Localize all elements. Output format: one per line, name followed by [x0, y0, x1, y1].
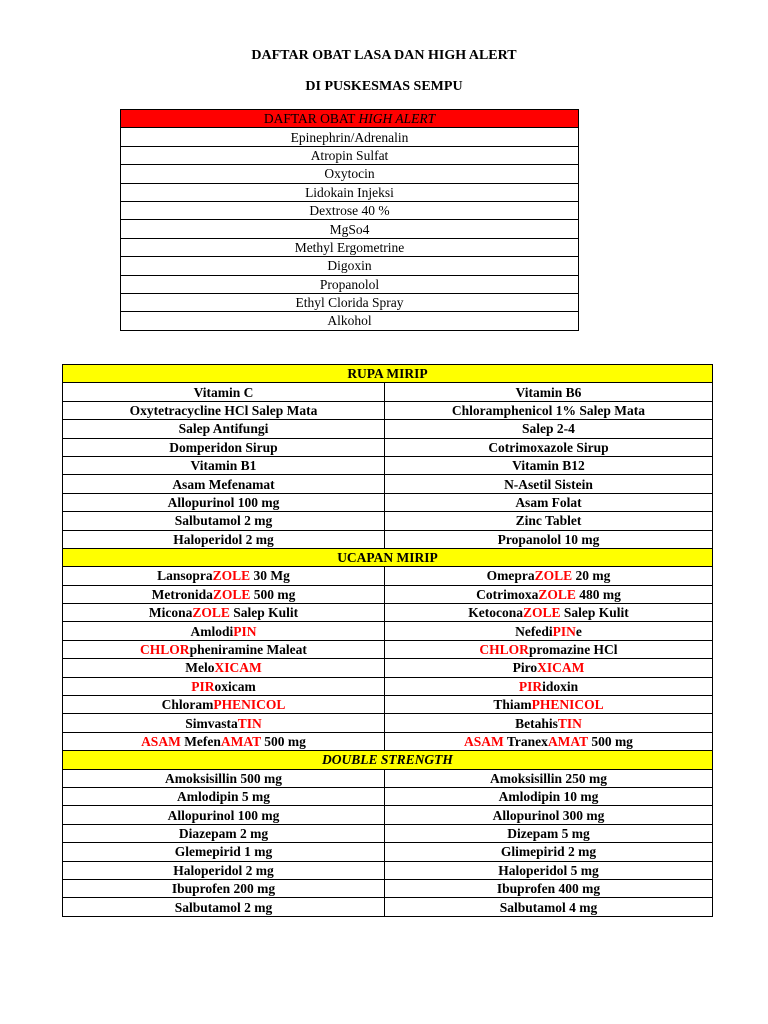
- drug-right-cell: Glimepirid 2 mg: [385, 843, 713, 861]
- drug-left-cell: Salep Antifungi: [63, 420, 385, 438]
- highlighted-syllable: AMAT: [547, 734, 588, 749]
- drug-left-cell: Salbutamol 2 mg: [63, 512, 385, 530]
- highlighted-syllable: AMAT: [220, 734, 261, 749]
- drug-name-text: Thiam: [493, 697, 532, 713]
- high-alert-item: Oxytocin: [121, 165, 579, 183]
- table-row: [63, 879, 713, 897]
- drug-name-text: 30 Mg: [250, 568, 290, 584]
- high-alert-row: [121, 312, 579, 330]
- drug-name-text: pheniramine Maleat: [189, 642, 307, 658]
- highlighted-syllable: ASAM: [464, 734, 504, 749]
- highlighted-syllable: TIN: [557, 715, 582, 731]
- drug-left-cell: [63, 696, 385, 714]
- highlighted-syllable: PHENICOL: [531, 697, 604, 713]
- highlighted-syllable: ZOLE: [538, 586, 576, 602]
- drug-right-cell: Allopurinol 300 mg: [385, 806, 713, 824]
- high-alert-row: [121, 165, 579, 183]
- high-alert-item: Dextrose 40 %: [121, 201, 579, 219]
- table-row: [63, 640, 713, 658]
- drug-left-cell: Haloperidol 2 mg: [63, 530, 385, 548]
- table-row: [63, 383, 713, 401]
- drug-right-cell: Salbutamol 4 mg: [385, 898, 713, 916]
- drug-right-cell: [385, 659, 713, 677]
- drug-right-cell: Propanolol 10 mg: [385, 530, 713, 548]
- high-alert-row: [121, 220, 579, 238]
- lasa-table: [62, 364, 713, 917]
- table-row: [63, 696, 713, 714]
- drug-right-cell: Salep 2-4: [385, 420, 713, 438]
- drug-left-cell: Allopurinol 100 mg: [63, 493, 385, 511]
- drug-name-text: Betahis: [515, 715, 558, 731]
- high-alert-row: [121, 275, 579, 293]
- highlighted-syllable: ZOLE: [192, 605, 230, 621]
- document-subtitle: DI PUSKESMAS SEMPU: [305, 79, 463, 94]
- drug-left-cell: Amlodipin 5 mg: [63, 787, 385, 805]
- section-header-row: [63, 365, 713, 383]
- table-row: [63, 530, 713, 548]
- table-row: [63, 677, 713, 695]
- drug-right-cell: Ibuprofen 400 mg: [385, 879, 713, 897]
- high-alert-row: [121, 257, 579, 275]
- table-row: [63, 622, 713, 640]
- high-alert-table: [120, 109, 579, 331]
- highlighted-syllable: ZOLE: [212, 568, 251, 584]
- drug-name-text: Salep Kulit: [229, 605, 299, 621]
- drug-name-text: idoxin: [542, 678, 579, 694]
- table-row: [63, 659, 713, 677]
- drug-left-cell: Allopurinol 100 mg: [63, 806, 385, 824]
- drug-name-text: 500 mg: [260, 734, 306, 749]
- drug-left-cell: [63, 604, 385, 622]
- table-row: [63, 438, 713, 456]
- high-alert-header-prefix: DAFTAR OBAT: [263, 111, 359, 127]
- drug-name-text: 480 mg: [575, 586, 621, 602]
- highlighted-syllable: PHENICOL: [213, 697, 286, 713]
- section-header-row: [63, 751, 713, 769]
- high-alert-header-italic: HIGH ALERT: [358, 111, 436, 127]
- highlighted-syllable: PIN: [552, 623, 576, 639]
- section-title: DOUBLE STRENGTH: [63, 751, 713, 769]
- high-alert-row: [121, 128, 579, 146]
- section-title: RUPA MIRIP: [63, 365, 713, 383]
- drug-right-cell: Vitamin B6: [385, 383, 713, 401]
- drug-left-cell: Amoksisillin 500 mg: [63, 769, 385, 787]
- table-row: [63, 769, 713, 787]
- highlighted-syllable: CHLOR: [479, 642, 529, 658]
- drug-left-cell: Glemepirid 1 mg: [63, 843, 385, 861]
- drug-right-cell: [385, 604, 713, 622]
- drug-right-cell: [385, 677, 713, 695]
- highlighted-syllable: XICAM: [214, 660, 262, 676]
- high-alert-header: [121, 110, 579, 128]
- high-alert-row: [121, 146, 579, 164]
- drug-right-cell: [385, 585, 713, 603]
- drug-right-cell: Asam Folat: [385, 493, 713, 511]
- table-row: [63, 585, 713, 603]
- highlighted-syllable: ZOLE: [212, 586, 251, 602]
- drug-name-text: Chloram: [161, 697, 214, 713]
- drug-name-text: Nefedi: [515, 623, 553, 639]
- drug-left-cell: Diazepam 2 mg: [63, 824, 385, 842]
- drug-right-cell: [385, 732, 713, 750]
- drug-name-text: Omepra: [486, 568, 535, 584]
- table-row: [63, 806, 713, 824]
- drug-name-text: 20 mg: [572, 568, 611, 584]
- high-alert-item: Lidokain Injeksi: [121, 183, 579, 201]
- document-title: DAFTAR OBAT LASA DAN HIGH ALERT: [251, 48, 517, 63]
- high-alert-row: [121, 201, 579, 219]
- high-alert-item: Alkohol: [121, 312, 579, 330]
- table-row: [63, 861, 713, 879]
- drug-name-text: Simvasta: [185, 715, 238, 731]
- highlighted-syllable: PIR: [518, 678, 543, 694]
- drug-left-cell: Domperidon Sirup: [63, 438, 385, 456]
- drug-left-cell: Asam Mefenamat: [63, 475, 385, 493]
- drug-left-cell: Haloperidol 2 mg: [63, 861, 385, 879]
- high-alert-item: Atropin Sulfat: [121, 146, 579, 164]
- drug-name-text: Piro: [512, 660, 538, 676]
- high-alert-row: [121, 183, 579, 201]
- highlighted-syllable: XICAM: [537, 660, 585, 676]
- drug-right-cell: Zinc Tablet: [385, 512, 713, 530]
- drug-name-text: Tranex: [503, 734, 548, 749]
- highlighted-syllable: ZOLE: [534, 568, 573, 584]
- high-alert-item: Propanolol: [121, 275, 579, 293]
- high-alert-row: [121, 238, 579, 256]
- high-alert-item: Ethyl Clorida Spray: [121, 293, 579, 311]
- drug-name-text: Ketocona: [468, 605, 523, 621]
- table-row: [63, 456, 713, 474]
- table-row: [63, 567, 713, 585]
- high-alert-row: [121, 293, 579, 311]
- high-alert-header-row: [121, 110, 579, 128]
- drug-name-text: Lansopra: [157, 568, 213, 584]
- drug-name-text: e: [575, 623, 582, 639]
- table-row: [63, 493, 713, 511]
- drug-name-text: Mefen: [180, 734, 221, 749]
- drug-name-text: 500 mg: [250, 586, 296, 602]
- drug-left-cell: Vitamin B1: [63, 456, 385, 474]
- drug-right-cell: Cotrimoxazole Sirup: [385, 438, 713, 456]
- table-row: [63, 824, 713, 842]
- drug-right-cell: Vitamin B12: [385, 456, 713, 474]
- drug-right-cell: Haloperidol 5 mg: [385, 861, 713, 879]
- drug-left-cell: [63, 585, 385, 603]
- drug-right-cell: Amlodipin 10 mg: [385, 787, 713, 805]
- drug-right-cell: Amoksisillin 250 mg: [385, 769, 713, 787]
- drug-left-cell: Ibuprofen 200 mg: [63, 879, 385, 897]
- drug-name-text: 500 mg: [587, 734, 633, 749]
- drug-name-text: Metronida: [151, 586, 213, 602]
- section-header-row: [63, 548, 713, 566]
- drug-left-cell: [63, 732, 385, 750]
- high-alert-item: MgSo4: [121, 220, 579, 238]
- highlighted-syllable: PIR: [191, 678, 215, 694]
- drug-right-cell: [385, 622, 713, 640]
- highlighted-syllable: ASAM: [141, 734, 181, 749]
- table-row: [63, 475, 713, 493]
- high-alert-item: Digoxin: [121, 257, 579, 275]
- drug-name-text: Amlodi: [190, 623, 234, 639]
- drug-right-cell: [385, 714, 713, 732]
- drug-left-cell: Vitamin C: [63, 383, 385, 401]
- drug-right-cell: N-Asetil Sistein: [385, 475, 713, 493]
- drug-name-text: Cotrimoxa: [476, 586, 539, 602]
- table-row: [63, 714, 713, 732]
- drug-left-cell: Salbutamol 2 mg: [63, 898, 385, 916]
- drug-left-cell: [63, 714, 385, 732]
- drug-name-text: Micona: [148, 605, 193, 621]
- section-title: UCAPAN MIRIP: [63, 548, 713, 566]
- drug-right-cell: Dizepam 5 mg: [385, 824, 713, 842]
- highlighted-syllable: CHLOR: [140, 642, 190, 658]
- drug-right-cell: [385, 696, 713, 714]
- drug-right-cell: [385, 567, 713, 585]
- drug-name-text: oxicam: [214, 678, 256, 694]
- drug-left-cell: [63, 677, 385, 695]
- drug-name-text: Salep Kulit: [560, 605, 629, 621]
- drug-left-cell: [63, 622, 385, 640]
- highlighted-syllable: PIN: [233, 623, 257, 639]
- drug-right-cell: [385, 640, 713, 658]
- table-row: [63, 732, 713, 750]
- drug-left-cell: Oxytetracycline HCl Salep Mata: [63, 401, 385, 419]
- drug-left-cell: [63, 640, 385, 658]
- drug-right-cell: Chloramphenicol 1% Salep Mata: [385, 401, 713, 419]
- drug-name-text: Melo: [185, 660, 215, 676]
- high-alert-item: Methyl Ergometrine: [121, 238, 579, 256]
- drug-left-cell: [63, 567, 385, 585]
- table-row: [63, 512, 713, 530]
- highlighted-syllable: ZOLE: [522, 605, 561, 621]
- table-row: [63, 401, 713, 419]
- table-row: [63, 787, 713, 805]
- drug-name-text: promazine HCl: [528, 642, 618, 658]
- drug-left-cell: [63, 659, 385, 677]
- highlighted-syllable: TIN: [237, 715, 262, 731]
- high-alert-item: Epinephrin/Adrenalin: [121, 128, 579, 146]
- table-row: [63, 898, 713, 916]
- table-row: [63, 420, 713, 438]
- table-row: [63, 604, 713, 622]
- table-row: [63, 843, 713, 861]
